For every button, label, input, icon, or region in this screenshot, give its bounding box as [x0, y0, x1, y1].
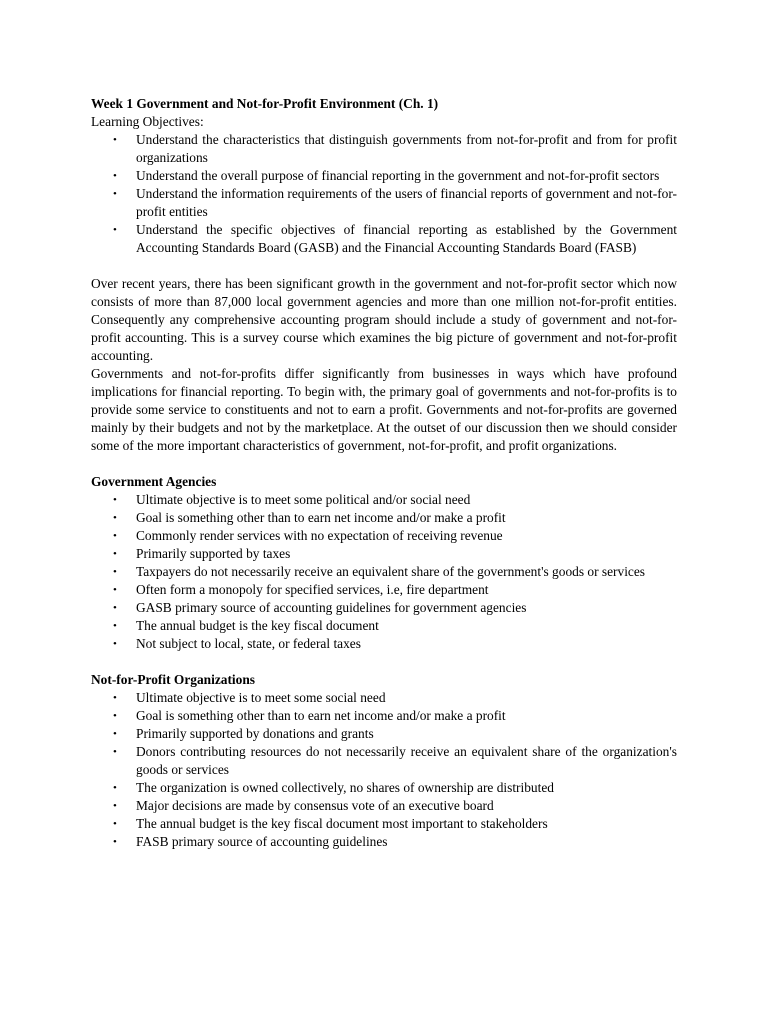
bullet-icon: • — [113, 638, 117, 650]
list-item: • Primarily supported by donations and grants — [113, 726, 374, 741]
list-item: • GASB primary source of accounting guidelines for government agencies — [113, 600, 527, 615]
bullet-icon: • — [113, 620, 117, 632]
bullet-icon: • — [113, 134, 117, 146]
list-item: • Ultimate objective is to meet some social need — [113, 690, 386, 705]
bullet-icon: • — [113, 512, 117, 524]
list-item: • Often form a monopoly for specified services, i.e, fire department — [113, 582, 489, 597]
list-item: • Taxpayers do not necessarily receive an equivalent share of the government's goods or services — [113, 564, 646, 579]
bullet-icon: • — [113, 692, 117, 704]
list-item: • Understand the information requirements of the users of financial reports of government and not-for-profit entities — [113, 186, 677, 219]
bullet-icon: • — [113, 800, 117, 812]
bullet-icon: • — [113, 170, 117, 182]
nonprofit-heading: Not-for-Profit Organizations — [91, 672, 255, 687]
objectives-list — [91, 131, 677, 257]
list-item: • Commonly render services with no expectation of receiving revenue — [113, 528, 503, 543]
list-item: • Donors contributing resources do not necessarily receive an equivalent share of the organization's goods or services — [113, 744, 677, 777]
document-page — [91, 95, 677, 851]
bullet-icon: • — [113, 728, 117, 740]
bullet-icon: • — [113, 494, 117, 506]
list-item: • Not subject to local, state, or federal taxes — [113, 636, 361, 651]
bullet-icon: • — [113, 818, 117, 830]
list-item: • Understand the specific objectives of financial reporting as established by the Government Accounting Standards Board (GASB) and the Financial Accounting Standards Board (FASB) — [113, 222, 677, 255]
list-item: • Understand the overall purpose of financial reporting in the government and not-for-profit sectors — [113, 168, 660, 183]
bullet-icon: • — [113, 584, 117, 596]
bullet-icon: • — [113, 548, 117, 560]
list-item: • Major decisions are made by consensus vote of an executive board — [113, 798, 494, 813]
bullet-icon: • — [113, 710, 117, 722]
bullet-icon: • — [113, 188, 117, 200]
list-item: • Goal is something other than to earn net income and/or make a profit — [113, 510, 506, 525]
list-item: • FASB primary source of accounting guidelines — [113, 834, 388, 849]
bullet-icon: • — [113, 602, 117, 614]
bullet-icon: • — [113, 836, 117, 848]
bullet-icon: • — [113, 746, 117, 758]
intro-paragraph: Over recent years, there has been significant growth in the government and not-for-profit sector which now consists of more than 87,000 local government agencies and more than one million not-for-profit entities. Consequently any comprehensive accounting program should include a study of government and not-for-profit accounting. This is a survey course which examines the big picture of government and not-for-profit accounting. — [91, 276, 677, 363]
list-item: • The annual budget is the key fiscal document — [113, 618, 379, 633]
spacer — [91, 653, 677, 671]
document-title: Week 1 Government and Not-for-Profit Environment (Ch. 1) — [91, 96, 439, 111]
bullet-icon: • — [113, 566, 117, 578]
list-item: • Primarily supported by taxes — [113, 546, 291, 561]
bullet-icon: • — [113, 224, 117, 236]
list-item: • Goal is something other than to earn net income and/or make a profit — [113, 708, 506, 723]
list-item: • The organization is owned collectively, no shares of ownership are distributed — [113, 780, 554, 795]
nonprofit-list — [91, 689, 677, 851]
government-heading: Government Agencies — [91, 474, 217, 489]
list-item: • Ultimate objective is to meet some political and/or social need — [113, 492, 471, 507]
list-item: • Understand the characteristics that distinguish governments from not-for-profit and from for profit organizations — [113, 132, 677, 165]
bullet-icon: • — [113, 530, 117, 542]
government-list — [91, 491, 677, 653]
spacer — [91, 455, 677, 473]
bullet-icon: • — [113, 782, 117, 794]
spacer — [91, 257, 677, 275]
list-item: • The annual budget is the key fiscal document most important to stakeholders — [113, 816, 548, 831]
objectives-label: Learning Objectives: — [91, 114, 204, 129]
comparison-paragraph: Governments and not-for-profits differ significantly from businesses in ways which have profound implications for financial reporting. To begin with, the primary goal of governments and not-for-profits is to provide some service to constituents and not to earn a profit. Governments and not-for-profits are governed mainly by their budgets and not by the marketplace. At the outset of our discussion then we should consider some of the more important characteristics of government, not-for-profit, and profit organizations. — [91, 366, 677, 453]
